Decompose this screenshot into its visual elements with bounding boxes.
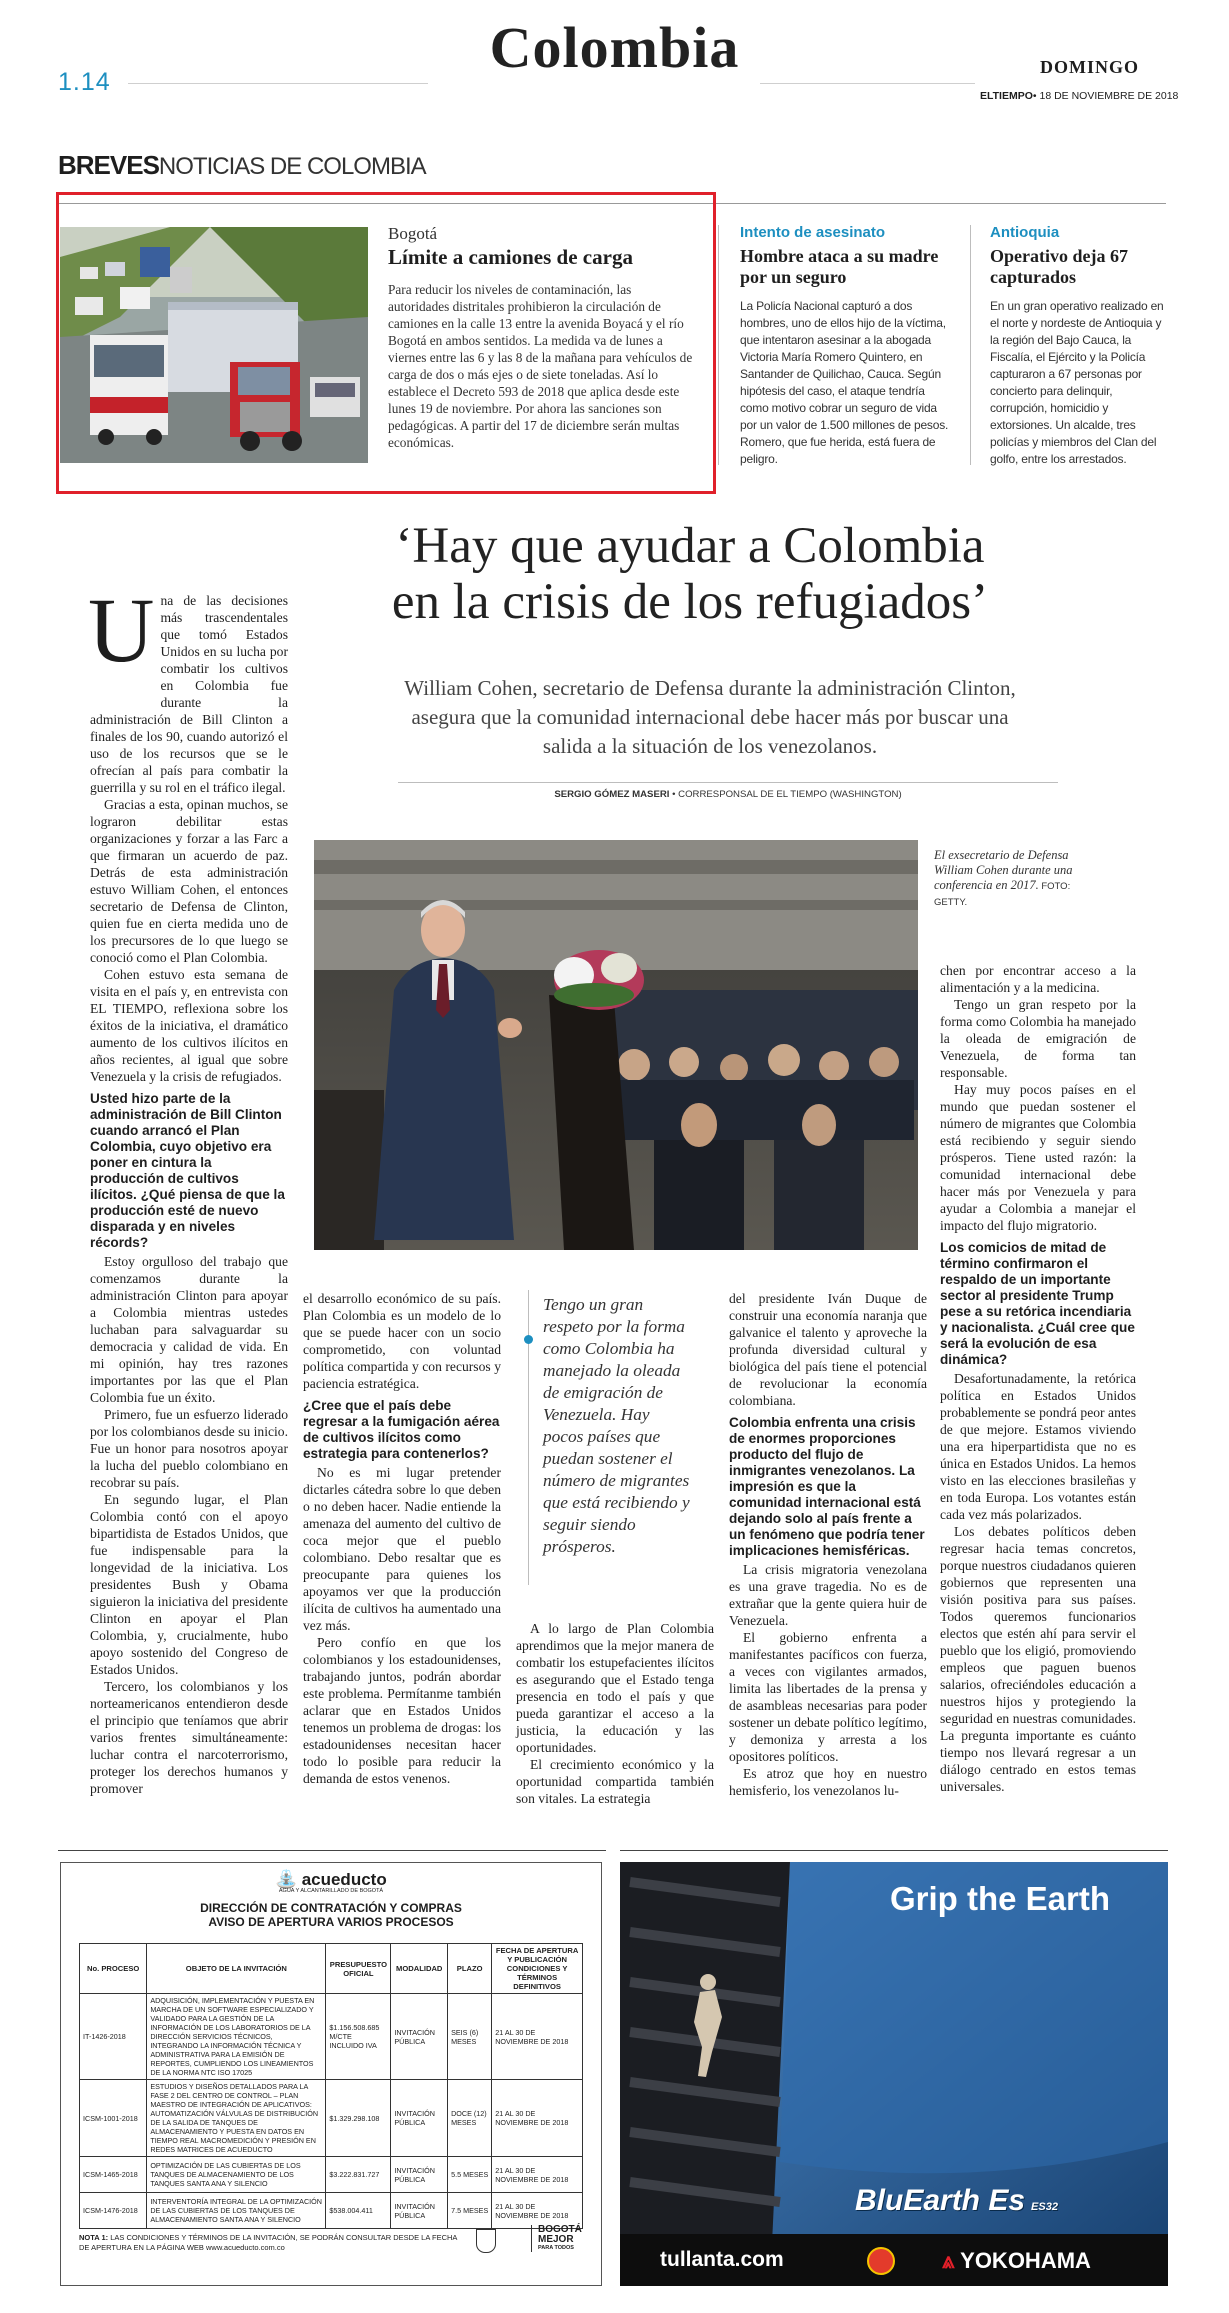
question-1: Usted hizo parte de la administración de Bill Clinton cuando arrancó el Plan Colombia, cuyo objetivo era poner en cintura la producción de cultivos ilícitos. ¿Qué piensa de que la producción esté de nuevo disparada y en niveles récords?: [90, 1091, 285, 1250]
yokohama-logo: ⩓ YOKOHAMA: [942, 2248, 1091, 2273]
section-title: Colombia: [489, 15, 740, 80]
header-day: DOMINGO: [1040, 57, 1139, 77]
yokohama-mark-icon: ⩓: [942, 2248, 955, 2273]
breve-3-text: En un gran operativo realizado en el norte y nordeste de Antioquia y la región del Bajo Cauca, la Fiscalía, el Ejército y la Policía capturaron a 67 personas por concierto para delinquir, corrupción, homicidio y extorsiones. Un alcalde, tres policías y miembros del Clan del golfo, entre los arrestados.: [990, 299, 1164, 466]
breve-2-text: La Policía Nacional capturó a dos hombres, uno de ellos hijo de la víctima, que intentaron asesinar a la abogada Victoria María Romero Quintero, en Santander de Quilichao, Cauca. Según hipótesis del caso, el ataque tendría como motivo cobrar un seguro de vida por un valor de 1.500 millones de pesos. Romero, que fue herida, está fuera de peligro.: [740, 299, 949, 466]
byline-rule: [398, 782, 1058, 783]
table-header: No. PROCESO OBJETO DE LA INVITACIÓN PRESUPUESTO OFICIAL MODALIDAD PLAZO FECHA DE APERTURA Y PUBLICACIÓN CONDICIONES Y TÉRMINOS DEFINITIVOS: [80, 1944, 583, 1994]
breve-2-kicker: Intento de asesinato: [740, 224, 886, 241]
yokohama-headline: Grip the Earth: [890, 1880, 1111, 1917]
acueducto-note: NOTA 1: LAS CONDICIONES Y TÉRMINOS DE LA INVITACIÓN, SE PODRÁN CONSULTAR DESDE LA FECHA DE APERTURA EN LA PÁGINA WEB www.acueducto.com.co: [79, 2233, 458, 2252]
cohen-photo: [314, 840, 918, 1250]
acueducto-logo: ⛲ acueducto AGUA Y ALCANTARILLADO DE BOGOTÁ: [275, 1869, 387, 1894]
bogota-mejor-logo: BOGOTÁ MEJOR PARA TODOS: [531, 2225, 582, 2252]
breves-label: BREVESNOTICIAS DE COLOMBIA: [58, 150, 426, 180]
tullanta-logo: tullanta.com: [660, 2248, 784, 2271]
header-rule-left: [128, 83, 428, 84]
breves-divider-2: [970, 225, 971, 465]
table-row: ICSM-1001-2018 ESTUDIOS Y DISEÑOS DETALLADOS PARA LA FASE 2 DEL CENTRO DE CONTROL – PLAN MAESTRO DE INTEGRACIÓN DE APLICATIVOS: AUTOMATIZACIÓN VÁLVULAS DE DISTRIBUCIÓN DE LA SALIDA DE TANQUES DE ALMACENAMIENTO Y PUESTA EN DATOS EN TIEMPO REAL MACROMEDICIÓN Y PRESIÓN EN REDES MATRICES DE ACUEDUCTO $1.329.298.108 INVITACIÓN PÚBLICA DOCE (12) MESES 21 AL 30 DE NOVIEMBRE DE 2018: [80, 2080, 583, 2157]
breve-1-kicker: Bogotá: [388, 224, 438, 243]
acueducto-ad: [60, 1862, 602, 2286]
article-deck: William Cohen, secretario de Defensa durante la administración Clinton, asegura que la comunidad internacional debe hacer más por buscar una salida a la situación de los venezolanos.: [404, 676, 1016, 758]
alcaldia-emblem-icon: [476, 2229, 496, 2253]
yokohama-product: BluEarth Es ES32: [855, 2184, 1058, 2217]
photo-caption: El exsecretario de Defensa William Cohen durante una conferencia en 2017. FOTO: GETTY.: [934, 848, 1073, 908]
question-4: Los comicios de mitad de término confirmaron el respaldo de un importante sector al presidente Trump pese a su retórica incendiaria y nacionalista. ¿Cuál cree que será la evolución de esa dinámica?: [940, 1240, 1135, 1367]
yokohama-ad-artwork: [620, 1862, 1168, 2286]
pull-quote-dot: [524, 1335, 533, 1344]
breve-3-kicker: Antioquia: [990, 224, 1060, 241]
yokohama-ad: [620, 1862, 1168, 2286]
article-headline: ‘Hay que ayudar a Colombia en la crisis de los refugiados’: [391, 518, 989, 630]
pull-quote: Tengo un gran respeto por la forma como Colombia ha manejado la oleada de emigración de Venezuela. Hay pocos países que puedan sostener el número de migrantes que está recibiendo y seguir siendo prósperos.: [543, 1295, 690, 1556]
acueducto-table: [79, 1943, 583, 2229]
breve-1-title: Límite a camiones de carga: [388, 245, 633, 269]
drop-icon: ⛲: [275, 1869, 298, 1889]
breve-1-text: Para reducir los niveles de contaminación, las autoridades distritales prohibieron la circulación de camiones en la calle 13 entre la avenida Boyacá y el río Bogotá en ambos sentidos. La medida va de lunes a viernes entre las 6 y las 8 de la mañana para vehículos de carga de dos o más ejes o de siete toneladas. Así lo establece el Decreto 593 de 2018 que aplica desde este lunes 19 de noviembre. Por ahora las sanciones son pedagógicas. A partir del 17 de diciembre serán multas económicas.: [388, 282, 693, 450]
header-date: ELTIEMPO• 18 DE NOVIEMBRE DE 2018: [980, 90, 1179, 102]
table-row: IT-1426-2018 ADQUISICIÓN, IMPLEMENTACIÓN Y PUESTA EN MARCHA DE UN SOFTWARE ESPECIALIZADO Y VALIDADO PARA LA GESTIÓN DE LA INFORMACIÓN DE LOS LABORATORIOS DE LA DIRECCIÓN SERVICIOS TÉCNICOS, INTEGRANDO LA INFORMACIÓN TÉCNICA Y ADMINISTRATIVA PARA LA EMISIÓN DE REPORTES, CUMPLIENDO LOS LINEAMIENTOS DE LA NORMA NTC ISO 17025 $1.156.508.685 M/CTE INCLUIDO IVA INVITACIÓN PÚBLICA SEIS (6) MESES 21 AL 30 DE NOVIEMBRE DE 2018: [80, 1994, 583, 2080]
breves-divider-1: [718, 225, 719, 465]
article-column-2: el desarrollo económico de su país. Plan Colombia es un modelo de lo que se puede hacer con un socio comprometido, con voluntad política compartida y con recursos y paciencia estratégica. ¿Cree que el país debe regresar a la fumigación aérea de cultivos ilícitos como estrategia para contenerlos? No es mi lugar pretender dictarles cátedra sobre lo que deben o no deben hacer. Nadie entiende la amenaza del aumento del cultivo de coca mejor que el pueblo colombiano. Debo resaltar que es preocupante para quienes los apoyamos ver que la producción ilícita de cultivos ha aumentado una vez más. Pero confío en que los colombianos y los estadounidenses, trabajando juntos, podrán abordar este problema. Permítanme también aclarar que en Estados Unidos tenemos un problema de drogas: los estadounidenses necesitan hacer todo lo posible para reducir la demanda de estos venenos.: [303, 1291, 501, 1786]
article-column-5: chen por encontrar acceso a la alimentación y a la medicina. Tengo un gran respeto por la forma como Colombia ha manejado la oleada de emigración de Venezuela, de forma tan responsable. Hay muy pocos países en el mundo que puedan sostener el número de migrantes que Colombia está recibiendo y seguir siendo prósperos. Tiene usted razón: la comunidad internacional debe hacer más por Venezuela y para ayudar a Colombia a manejar el impacto del flujo migratorio. Los comicios de mitad de término confirmaron el respaldo de un importante sector al presidente Trump pese a su retórica incendiaria y nacionalista. ¿Cuál cree que será la evolución de esa dinámica? Desafortunadamente, la retórica política en Estados Unidos probablemente se pondrá peor antes de que mejore. Estamos viviendo una era hiperpartidista que no es única en Estados Unidos. La hemos visto en las elecciones brasileñas y en toda Europa. Los votantes están cada vez más polarizados. Los debates políticos deben regresar hacia temas concretos, porque nuestros ciudadanos quieren gobiernos que representen una visión positiva para sus países. Todos queremos funcionarios electos que estén ahí para servir el pueblo que los eligió, promoviendo empleos que paguen buenos salarios, ofreciéndoles educación a nuestros hijos y protegiendo la seguridad en nuestras comunidades. La pregunta importante es cuánto tiempo nos llevará regresar a un diálogo centrado en estos temas universales.: [940, 963, 1136, 1794]
acueducto-title: DIRECCIÓN DE CONTRATACIÓN Y COMPRAS AVISO DE APERTURA VARIOS PROCESOS: [200, 1901, 462, 1929]
breve-2-title: Hombre ataca a su madre por un seguro: [740, 246, 939, 287]
breve-3-title: Operativo deja 67 capturados: [990, 246, 1128, 287]
header-rule-right: [760, 83, 975, 84]
article-column-3: A lo largo de Plan Colombia aprendimos que la mejor manera de combatir los estupefacientes ilícitos es asegurando que el Estado tenga presencia en todo el país y que pueda garantizar el acceso a la justicia, la educación y las oportunidades. El crecimiento económico y la oportunidad compartida también son vitales. La estrategia: [516, 1621, 714, 1806]
question-3: Colombia enfrenta una crisis de enormes proporciones producto del flujo de inmigrantes venezolanos. La impresión es que la comunidad internacional está dejando solo al país frente a un fenómeno que podría tener implicaciones hemisféricas.: [729, 1415, 925, 1558]
page-number: 1.14: [58, 68, 111, 96]
article-column-4: del presidente Iván Duque de construir una economía naranja que galvanice el talento y aproveche la profunda diversidad cultural y biológica del país tiene el potencial de revolucionar la economía colombiana. Colombia enfrenta una crisis de enormes proporciones producto del flujo de inmigrantes venezolanos. La impresión es que la comunidad internacional está dejando solo al país frente a un fenómeno que podría tener implicaciones hemisféricas. La crisis migratoria venezolana es una grave tragedia. No es de extrañar que la gente quiera huir de Venezuela. El gobierno enfrenta a manifestantes pacíficos con fuerza, a veces con vigilantes armados, limita las libertades de la prensa y de asambleas necesarias para poder sostener un debate político legítimo, y demoniza y arresta a los opositores políticos. Es atroz que hoy en nuestro hemisferio, los venezolanos lu-: [729, 1291, 927, 1798]
byline: SERGIO GÓMEZ MASERI • CORRESPONSAL DE EL TIEMPO (WASHINGTON): [554, 789, 902, 800]
article-column-1: U na de las decisiones más trascendentales que tomó Estados Unidos en su lucha por combatir los cultivos en Colombia fue durante la administración de Bill Clinton a finales de los 90, cuando autorizó el uso de los recursos que se le ofrecían al país para combatir la guerrilla y su rol en el tráfico ilegal. Gracias a esta, opinan muchos, se lograron debilitar estas organizaciones y forzar a las Farc a que firmaran un acuerdo de paz. Detrás de esta administración estuvo William Cohen, el entonces secretario de Defensa de Clinton, quien fue en cierta medida uno de los precursores de lo que luego se conoció como el Plan Colombia. Cohen estuvo esta semana de visita en el país y, en entrevista con EL TIEMPO, reflexiona sobre los éxitos de la iniciativa, el dramático aumento de los cultivos ilícitos en años recientes, al igual que sobre Venezuela y la crisis de refugiados. Usted hizo parte de la administración de Bill Clinton cuando arrancó el Plan Colombia, cuyo objetivo era poner en cintura la producción de cultivos ilícitos. ¿Qué piensa de que la producción esté de nuevo disparada y en niveles récords? Estoy orgulloso del trabajo que comenzamos durante la administración Clinton para apoyar a Colombia mientras ustedes luchaban para salvaguardar su democracia y calidad de vida. En mi opinión, hay tres razones importantes por las que el Plan Colombia fue un éxito. Primero, fue un esfuerzo liderado por los colombianos desde su inicio. Fue un honor para nosotros apoyar la lucha del pueblo colombiano en recobrar su país. En segundo lugar, el Plan Colombia contó con el apoyo bipartidista de Estados Unidos, que fue indispensable para la longevidad de la iniciativa. Los presidentes Bush y Obama siguieron la iniciativa del presidente Clinton en apoyar el Plan Colombia, y, crucialmente, hubo apoyo sostenido del Congreso de Estados Unidos. Tercero, los colombianos y los norteamericanos entendieron desde el principio que teníamos que abrir varios frentes simultáneamente: luchar contra el narcoterrorismo, proteger los derechos humanos y promover: [88, 579, 288, 1796]
badge-icon: [867, 2247, 895, 2275]
truck-photo: [60, 227, 368, 463]
question-2: ¿Cree que el país debe regresar a la fumigación aérea de cultivos ilícitos como estrategia para contenerlos?: [303, 1398, 500, 1461]
ads-rule-right: [620, 1850, 1168, 1851]
ads-rule-left: [58, 1850, 606, 1851]
drop-cap: U: [88, 579, 155, 681]
table-row: ICSM-1465-2018 OPTIMIZACIÓN DE LAS CUBIERTAS DE LOS TANQUES DE ALMACENAMIENTO DE LOS TANQUES SANTA ANA Y SILENCIO $3.222.831.727 INVITACIÓN PÚBLICA 5.5 MESES 21 AL 30 DE NOVIEMBRE DE 2018: [80, 2157, 583, 2193]
table-row: ICSM-1476-2018 INTERVENTORÍA INTEGRAL DE LA OPTIMIZACIÓN DE LAS CUBIERTAS DE LOS TANQUES DE ALMACENAMIENTO SANTA ANA Y SILENCIO $538.004.411 INVITACIÓN PÚBLICA 7.5 MESES 21 AL 30 DE NOVIEMBRE DE 2018: [80, 2193, 583, 2229]
